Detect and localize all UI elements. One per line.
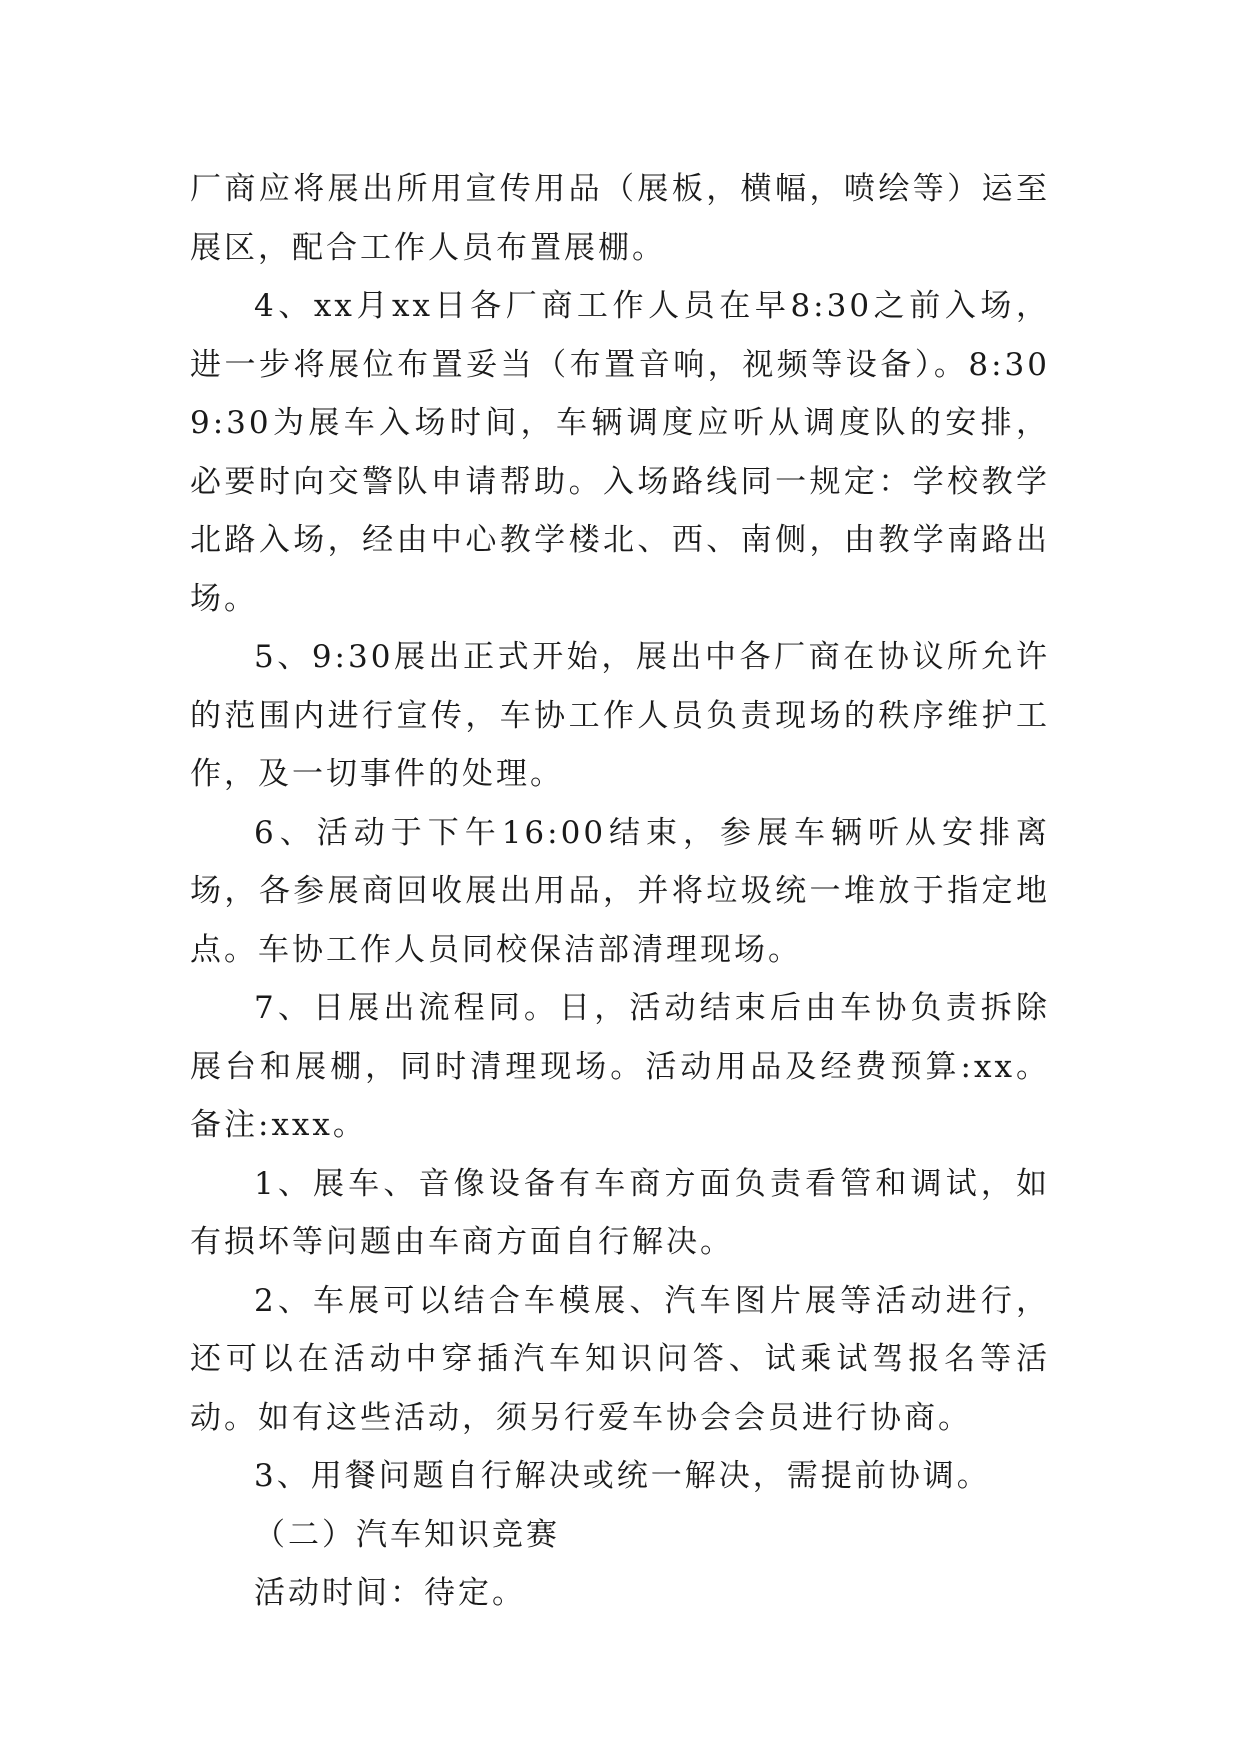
activity-time: 活动时间：待定。 (254, 1575, 526, 1611)
paragraph-note-1: 1、展车、音像设备有车商方面负责看管和调试，如有损坏等问题由车商方面自行解决。 (190, 1165, 1050, 1260)
paragraph-item-5: 5、9:30展出正式开始，展出中各厂商在协议所允许的范围内进行宣传，车协工作人员负责现场的秩序维护工作，及一切事件的处理。 (190, 639, 1050, 792)
section-heading: （二）汽车知识竞赛 (254, 1516, 560, 1553)
document-body (190, 160, 1050, 1623)
paragraph-continuation: 厂商应将展出所用宣传用品（展板，横幅，喷绘等）运至展区，配合工作人员布置展棚。 (190, 171, 1050, 266)
paragraph-note-2: 2、车展可以结合车模展、汽车图片展等活动进行，还可以在活动中穿插汽车知识问答、试乘试驾报名等活动。如有这些活动，须另行爱车协会会员进行协商。 (190, 1282, 1050, 1436)
paragraph-item-7: 7、日展出流程同。日，活动结束后由车协负责拆除展台和展棚，同时清理现场。活动用品及经费预算:xx。备注:xxx。 (190, 990, 1050, 1143)
paragraph-item-6: 6、活动于下午16:00结束，参展车辆听从安排离场，各参展商回收展出用品，并将垃圾统一堆放于指定地点。车协工作人员同校保洁部清理现场。 (190, 814, 1050, 968)
paragraph-item-4: 4、xx月xx日各厂商工作人员在早8:30之前入场，进一步将展位布置妥当（布置音响，视频等设备）。8:309:30为展车入场时间，车辆调度应听从调度队的安排，必要时向交警队申请帮助。入场路线同一规定：学校教学北路入场，经由中心教学楼北、西、南侧，由教学南路出场。 (190, 288, 1050, 617)
paragraph-note-3: 3、用餐问题自行解决或统一解决，需提前协调。 (254, 1458, 991, 1494)
